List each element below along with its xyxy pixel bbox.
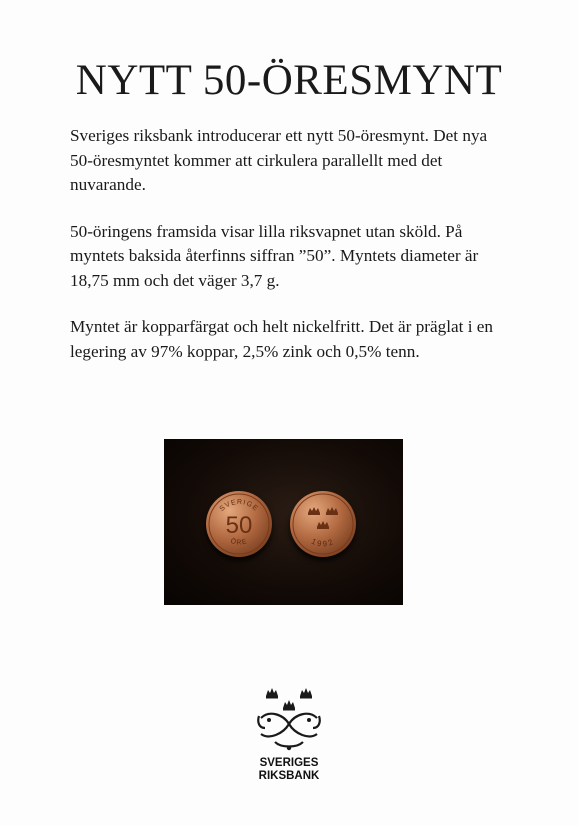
paragraph-intro: Sveriges riksbank introducerar ett nytt 50-öresmynt. Det nya 50-öresmyntet kommer att cirkulera parallellt med det nuvarande. <box>70 126 488 194</box>
riksbank-emblem-icon <box>253 684 325 756</box>
coin-reverse <box>206 491 272 557</box>
three-crowns-icon <box>308 507 338 529</box>
coin-top-text: SVERIGE <box>218 498 260 513</box>
coins-photo <box>164 439 403 605</box>
logo-line-1: SVERIGES <box>259 757 319 769</box>
paragraph-design: 50-öringens framsida visar lilla riksvapnet utan sköld. På myntets baksida återfinns siffran ”50”. Myntets diameter är 18,75 mm och det väger 3,7 g. <box>70 221 479 290</box>
coin-year: 1992 <box>309 536 337 549</box>
coin-obverse <box>290 491 356 557</box>
body-text <box>70 124 510 386</box>
coin-value: 50 <box>225 512 253 539</box>
coin-bottom-text: ÖRE <box>229 537 249 547</box>
page-title: NYTT 50-ÖRESMYNT <box>75 57 503 104</box>
logo-line-2: RIKSBANK <box>258 770 320 782</box>
riksbank-logo <box>253 684 325 784</box>
paragraph-material: Myntet är kopparfärgat och helt nickelfritt. Det är präglat i en legering av 97% koppar, 2,5% zink och 0,5% tenn. <box>70 317 493 361</box>
